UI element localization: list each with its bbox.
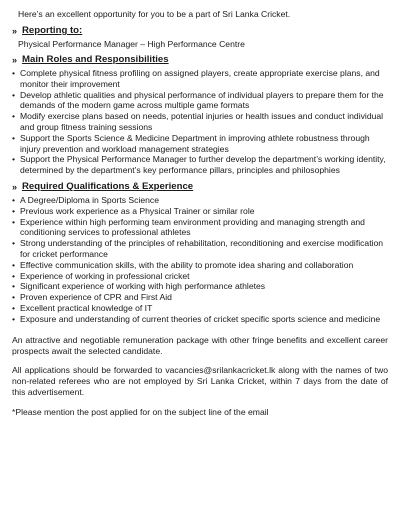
list-item: [12, 314, 388, 325]
reporting-heading-label: Reporting to:: [22, 25, 83, 36]
list-item-text: Exposure and understanding of current theories of cricket specific sports science and medicine: [20, 313, 381, 324]
intro-text: Here’s an excellent opportunity for you to be a part of Sri Lanka Cricket.: [18, 9, 291, 19]
list-item-text: Complete physical fitness profiling on assigned players, create appropriate exercise plans, and monitor their improvement: [20, 68, 380, 89]
bullet-icon: •: [12, 259, 16, 270]
list-item-text: Significant experience of working with high performance athletes: [20, 281, 266, 292]
roles-heading-label: Main Roles and Responsibilities: [22, 54, 169, 65]
list-item: [12, 206, 388, 217]
list-item-text: Excellent practical knowledge of IT: [20, 302, 153, 313]
applications-paragraph: All applications should be forwarded to vacancies@srilankacricket.lk along with the names of two non-related referees who are not employed by Sri Lanka Cricket, within 7 days from the date of this advertisement.: [12, 364, 388, 397]
reporting-heading: [12, 25, 388, 37]
bullet-icon: •: [12, 216, 16, 227]
bullet-icon: •: [12, 111, 16, 122]
bullet-icon: •: [12, 302, 16, 313]
bullet-icon: •: [12, 292, 16, 303]
bullet-icon: •: [12, 238, 16, 249]
bullet-icon: •: [12, 194, 16, 205]
list-item: [12, 260, 388, 271]
list-item-text: Experience of working in professional cricket: [20, 270, 190, 281]
list-item-text: Support the Physical Performance Manager to further develop the department’s working identity, determined by the department’s key performance pillars, principles and philosophies: [20, 154, 386, 176]
double-chevron-icon: »: [12, 181, 18, 192]
double-chevron-icon: »: [12, 55, 18, 65]
bullet-icon: •: [12, 313, 16, 324]
bullet-icon: •: [12, 132, 16, 143]
list-item-text: Modify exercise plans based on needs, potential injuries or health issues and conduct individual and group fitness training sessions: [20, 111, 384, 132]
list-item: [12, 271, 388, 282]
roles-list: [12, 68, 388, 176]
list-item: [12, 195, 388, 206]
qualifications-heading-label: Required Qualifications & Experience: [22, 180, 194, 192]
bullet-icon: •: [12, 270, 16, 281]
bullet-icon: •: [12, 281, 16, 292]
list-item-text: Proven experience of CPR and First Aid: [20, 292, 172, 303]
subject-line-note: *Please mention the post applied for on the subject line of the email: [12, 406, 269, 417]
list-item-text: Support the Sports Science & Medicine Department in improving athlete robustness through injury prevention and workload management strategies: [20, 132, 370, 154]
bullet-icon: •: [12, 205, 16, 216]
list-item: [12, 292, 388, 303]
list-item: [12, 68, 388, 90]
remuneration-paragraph: An attractive and negotiable remuneration package with other fringe benefits and excellent career prospects await the selected candidate.: [12, 334, 388, 356]
list-item: [12, 154, 388, 176]
qualifications-list: [12, 195, 388, 325]
list-item-text: Effective communication skills, with the ability to promote idea sharing and collaboration: [20, 259, 354, 270]
qualifications-heading: [12, 181, 388, 193]
list-item: [12, 238, 388, 260]
list-item: [12, 217, 388, 239]
double-chevron-icon: »: [12, 26, 18, 36]
reporting-value: Physical Performance Manager – High Performance Centre: [18, 39, 245, 49]
list-item: [12, 90, 388, 112]
list-item: [12, 111, 388, 133]
roles-heading: [12, 54, 388, 66]
list-item-text: A Degree/Diploma in Sports Science: [20, 194, 160, 205]
list-item-text: Strong understanding of the principles of rehabilitation, reconditioning and exercise modification for cricket performance: [20, 238, 384, 259]
list-item: [12, 303, 388, 314]
list-item-text: Experience within high performing team environment providing and managing strength and conditioning services to professional athletes: [20, 216, 365, 238]
bullet-icon: •: [12, 89, 16, 100]
list-item-text: Previous work experience as a Physical Trainer or similar role: [20, 205, 255, 216]
list-item: [12, 133, 388, 155]
list-item-text: Develop athletic qualities and physical performance of individual players to prepare them for the demands of the modern game across multiple game formats: [20, 89, 384, 111]
list-item: [12, 281, 388, 292]
bullet-icon: •: [12, 68, 16, 78]
bullet-icon: •: [12, 154, 16, 165]
